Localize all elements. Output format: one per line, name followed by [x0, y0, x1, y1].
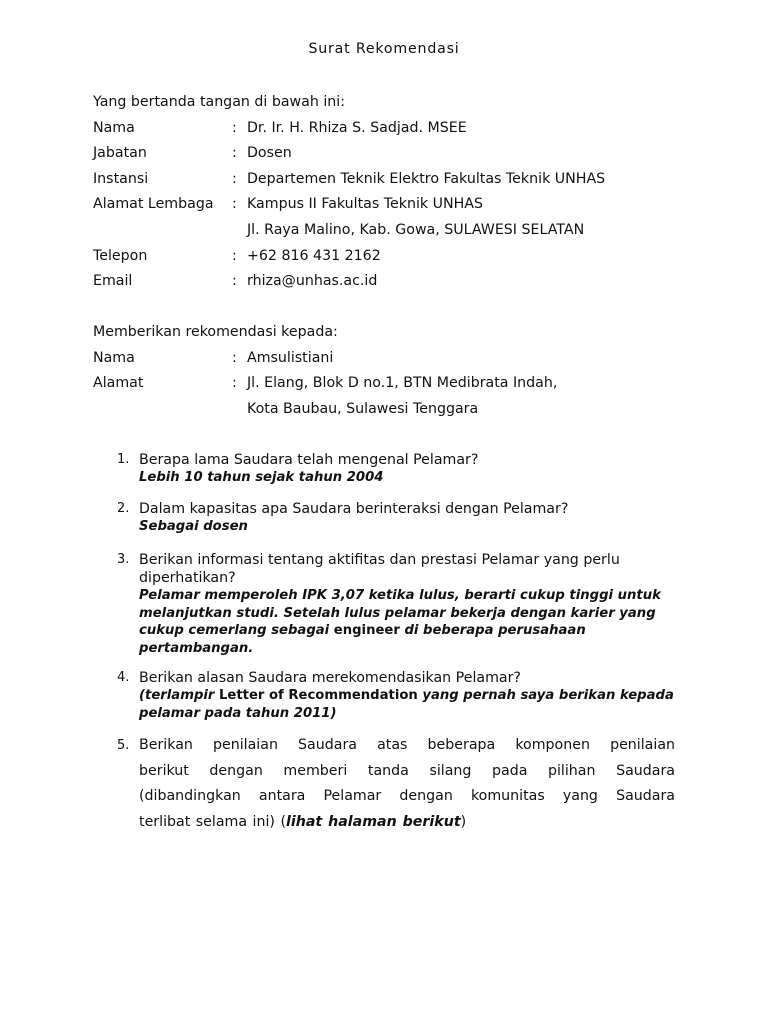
field-value: +62 816 431 2162 [247, 248, 381, 264]
field-colon: : [232, 120, 237, 136]
answer-text: melanjutkan studi. Setelah lulus pelamar bekerja dengan karier yang [139, 605, 656, 621]
question-text: Dalam kapasitas apa Saudara berinteraksi dengan Pelamar? [139, 501, 569, 517]
answer-text: pertambangan. [139, 640, 254, 656]
field-label: Nama [93, 350, 135, 366]
field-label: Instansi [93, 171, 149, 187]
item-number: 2. [117, 501, 130, 516]
field-colon: : [232, 375, 237, 391]
field-colon: : [232, 171, 237, 187]
field-colon: : [232, 145, 237, 161]
answer-text: pelamar pada tahun 2011) [139, 705, 337, 721]
answer-term: Letter of Recommendation [219, 688, 418, 703]
question-text: berikut dengan memberi tanda silang pada pilihan Saudara [139, 762, 675, 779]
recipient-intro: Memberikan rekomendasi kepada: [93, 324, 338, 340]
question-text: Berikan penilaian Saudara atas beberapa komponen penilaian [139, 737, 675, 753]
item-number: 4. [117, 670, 130, 685]
answer-fragment: cukup cemerlang sebagai [139, 623, 334, 638]
field-colon: : [232, 248, 237, 264]
question-item-3 [117, 551, 677, 657]
field-value-continuation: Kota Baubau, Sulawesi Tenggara [247, 401, 479, 417]
item-number: 5. [117, 738, 130, 753]
field-value: Dosen [247, 145, 292, 161]
field-label: Telepon [93, 248, 148, 264]
field-colon: : [232, 273, 237, 289]
answer-fragment: yang pernah saya berikan kepada [417, 688, 674, 703]
answer-fragment: di beberapa perusahaan [399, 623, 586, 638]
question-text [139, 810, 675, 836]
question-text: Berikan alasan Saudara merekomendasikan Pelamar? [139, 670, 521, 686]
letter-title: Surat Rekomendasi [308, 41, 460, 57]
item-number: 3. [117, 552, 130, 567]
question-text: Berapa lama Saudara telah mengenal Pelamar? [139, 452, 479, 468]
field-label: Alamat [93, 375, 144, 391]
answer-text [139, 622, 677, 640]
field-colon: : [232, 196, 237, 212]
text-fragment: ) [460, 813, 467, 830]
field-colon: : [232, 350, 237, 366]
question-item-5 [117, 733, 675, 835]
question-text: diperhatikan? [139, 570, 236, 586]
answer-term: engineer [333, 623, 400, 638]
field-label: Jabatan [93, 145, 147, 161]
field-value: Amsulistiani [247, 350, 334, 366]
field-value: Kampus II Fakultas Teknik UNHAS [247, 196, 484, 212]
question-item-4 [117, 669, 677, 722]
field-value: rhiza@unhas.ac.id [247, 273, 378, 289]
answer-text: Pelamar memperoleh IPK 3,07 ketika lulus, berarti cukup tinggi untuk [139, 588, 661, 603]
answer-text: Lebih 10 tahun sejak tahun 2004 [139, 470, 384, 485]
field-value: Jl. Elang, Blok D no.1, BTN Medibrata Indah, [247, 375, 558, 391]
answer-fragment: (terlampir [139, 688, 219, 703]
field-value-continuation: Jl. Raya Malino, Kab. Gowa, SULAWESI SELATAN [247, 222, 585, 238]
question-item-1 [117, 451, 677, 487]
field-label: Nama [93, 120, 135, 136]
answer-text: Sebagai dosen [139, 519, 248, 534]
field-label: Email [93, 273, 133, 289]
question-text: Berikan informasi tentang aktifitas dan prestasi Pelamar yang perlu [139, 552, 620, 568]
item-number: 1. [117, 452, 130, 467]
text-fragment: terlibat selama ini) ( [139, 813, 287, 830]
answer-text [139, 687, 677, 705]
recommender-intro: Yang bertanda tangan di bawah ini: [93, 94, 345, 110]
field-label: Alamat Lembaga [93, 196, 214, 212]
field-value: Dr. Ir. H. Rhiza S. Sadjad. MSEE [247, 120, 467, 136]
question-item-2 [117, 500, 677, 536]
field-value: Departemen Teknik Elektro Fakultas Teknik UNHAS [247, 171, 606, 187]
question-text: (dibandingkan antara Pelamar dengan komunitas yang Saudara [139, 788, 675, 804]
see-next-page-note: lihat halaman berikut [286, 813, 461, 830]
